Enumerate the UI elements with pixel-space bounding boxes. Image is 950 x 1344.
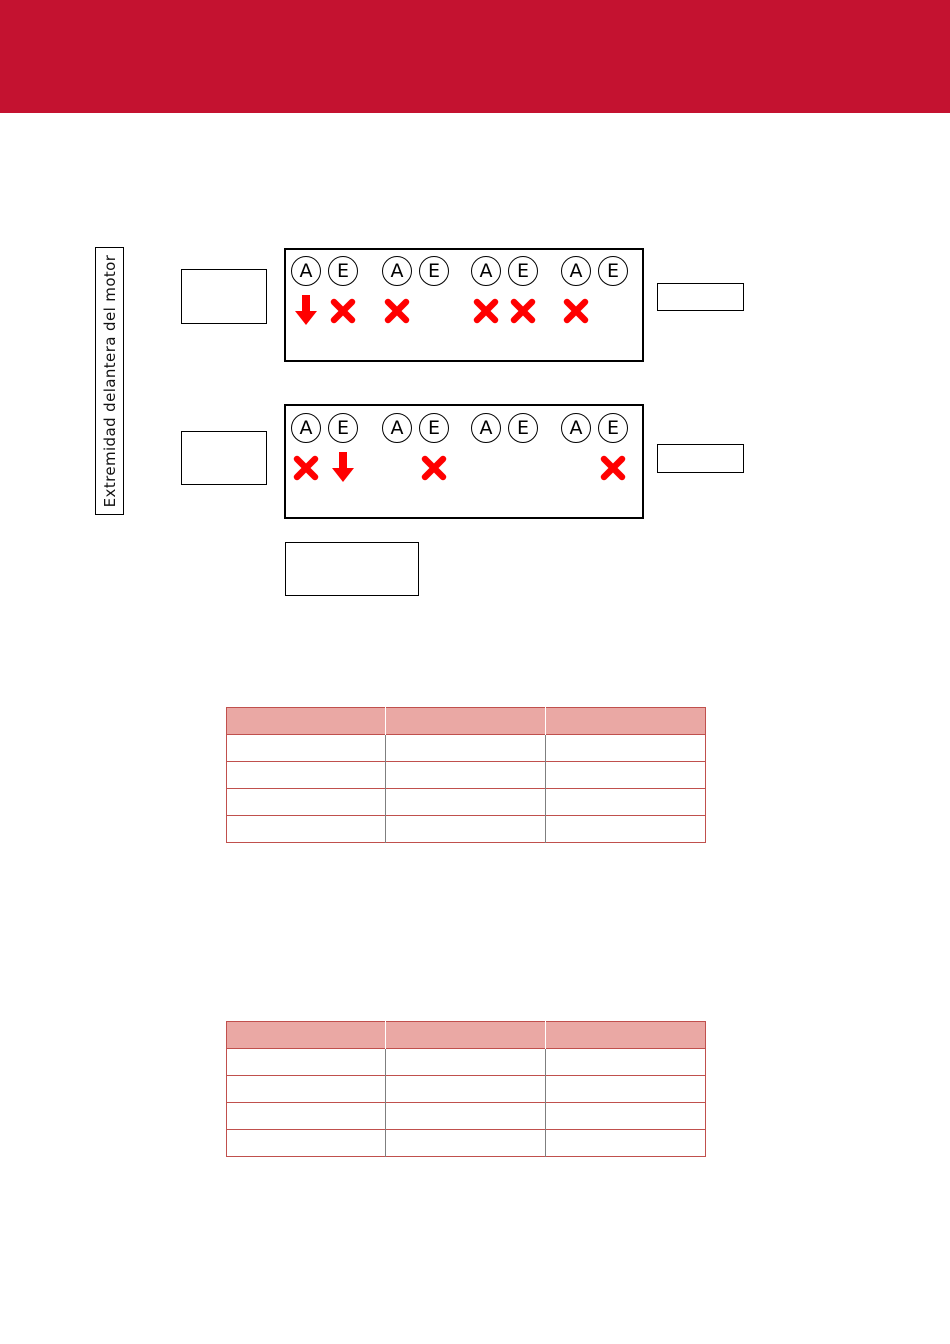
cross-icon — [293, 451, 319, 483]
valve-icon: A — [561, 413, 591, 443]
table-cell[interactable] — [386, 1130, 546, 1157]
valve-icon: A — [471, 256, 501, 286]
table-header-cell — [546, 1022, 706, 1049]
valve-icon: E — [598, 413, 628, 443]
valve-icon: A — [291, 413, 321, 443]
table-cell[interactable] — [227, 1076, 386, 1103]
table-cell[interactable] — [546, 1103, 706, 1130]
label-box-bank-2-right — [657, 444, 744, 473]
table-row — [227, 1103, 706, 1130]
table-cell[interactable] — [386, 816, 546, 843]
valve-icon: E — [419, 256, 449, 286]
table-cell[interactable] — [546, 762, 706, 789]
table-cell[interactable] — [386, 762, 546, 789]
label-box-bottom — [285, 542, 419, 596]
cross-icon — [384, 294, 410, 326]
table-cell[interactable] — [386, 1076, 546, 1103]
cross-icon — [600, 451, 626, 483]
valve-table-1 — [226, 707, 706, 843]
table-cell[interactable] — [227, 1130, 386, 1157]
valve-table-2 — [226, 1021, 706, 1157]
table-cell[interactable] — [227, 816, 386, 843]
cross-icon — [510, 294, 536, 326]
table-row — [227, 1049, 706, 1076]
valve-icon: A — [382, 413, 412, 443]
valve-icon: E — [328, 256, 358, 286]
header-band — [0, 0, 950, 113]
cross-icon — [473, 294, 499, 326]
table-row — [227, 1076, 706, 1103]
valve-icon: E — [328, 413, 358, 443]
valve-icon: E — [508, 256, 538, 286]
label-box-bank-1-right — [657, 283, 744, 311]
valve-icon: E — [598, 256, 628, 286]
table-cell[interactable] — [546, 1049, 706, 1076]
table-cell[interactable] — [227, 1049, 386, 1076]
valve-icon: A — [382, 256, 412, 286]
label-box-bank-1-left — [181, 269, 267, 324]
table-cell[interactable] — [546, 789, 706, 816]
table-header-cell — [386, 1022, 546, 1049]
engine-front-label — [95, 247, 124, 515]
arrow-down-icon — [330, 451, 356, 483]
cross-icon — [421, 451, 447, 483]
table-cell[interactable] — [546, 1130, 706, 1157]
table-row — [227, 816, 706, 843]
cross-icon — [563, 294, 589, 326]
table-header-cell — [227, 708, 386, 735]
table-cell[interactable] — [386, 735, 546, 762]
valve-icon: A — [471, 413, 501, 443]
valve-icon: A — [291, 256, 321, 286]
table-cell[interactable] — [227, 789, 386, 816]
valve-icon: E — [419, 413, 449, 443]
table-cell[interactable] — [227, 735, 386, 762]
table-cell[interactable] — [386, 1049, 546, 1076]
valve-icon: E — [508, 413, 538, 443]
table-header-cell — [227, 1022, 386, 1049]
table-cell[interactable] — [546, 816, 706, 843]
table-header-row — [227, 1022, 706, 1049]
table-header-cell — [386, 708, 546, 735]
table-row — [227, 762, 706, 789]
cross-icon — [330, 294, 356, 326]
engine-front-label-text: Extremidad delantera del motor — [100, 254, 119, 508]
table-cell[interactable] — [227, 1103, 386, 1130]
table-row — [227, 735, 706, 762]
table-cell[interactable] — [227, 762, 386, 789]
table-cell[interactable] — [386, 1103, 546, 1130]
table-cell[interactable] — [546, 1076, 706, 1103]
valve-icon: A — [561, 256, 591, 286]
table-row — [227, 1130, 706, 1157]
table-row — [227, 789, 706, 816]
table-cell[interactable] — [546, 735, 706, 762]
table-cell[interactable] — [386, 789, 546, 816]
label-box-bank-2-left — [181, 431, 267, 485]
table-header-row — [227, 708, 706, 735]
table-header-cell — [546, 708, 706, 735]
arrow-down-icon — [293, 294, 319, 326]
